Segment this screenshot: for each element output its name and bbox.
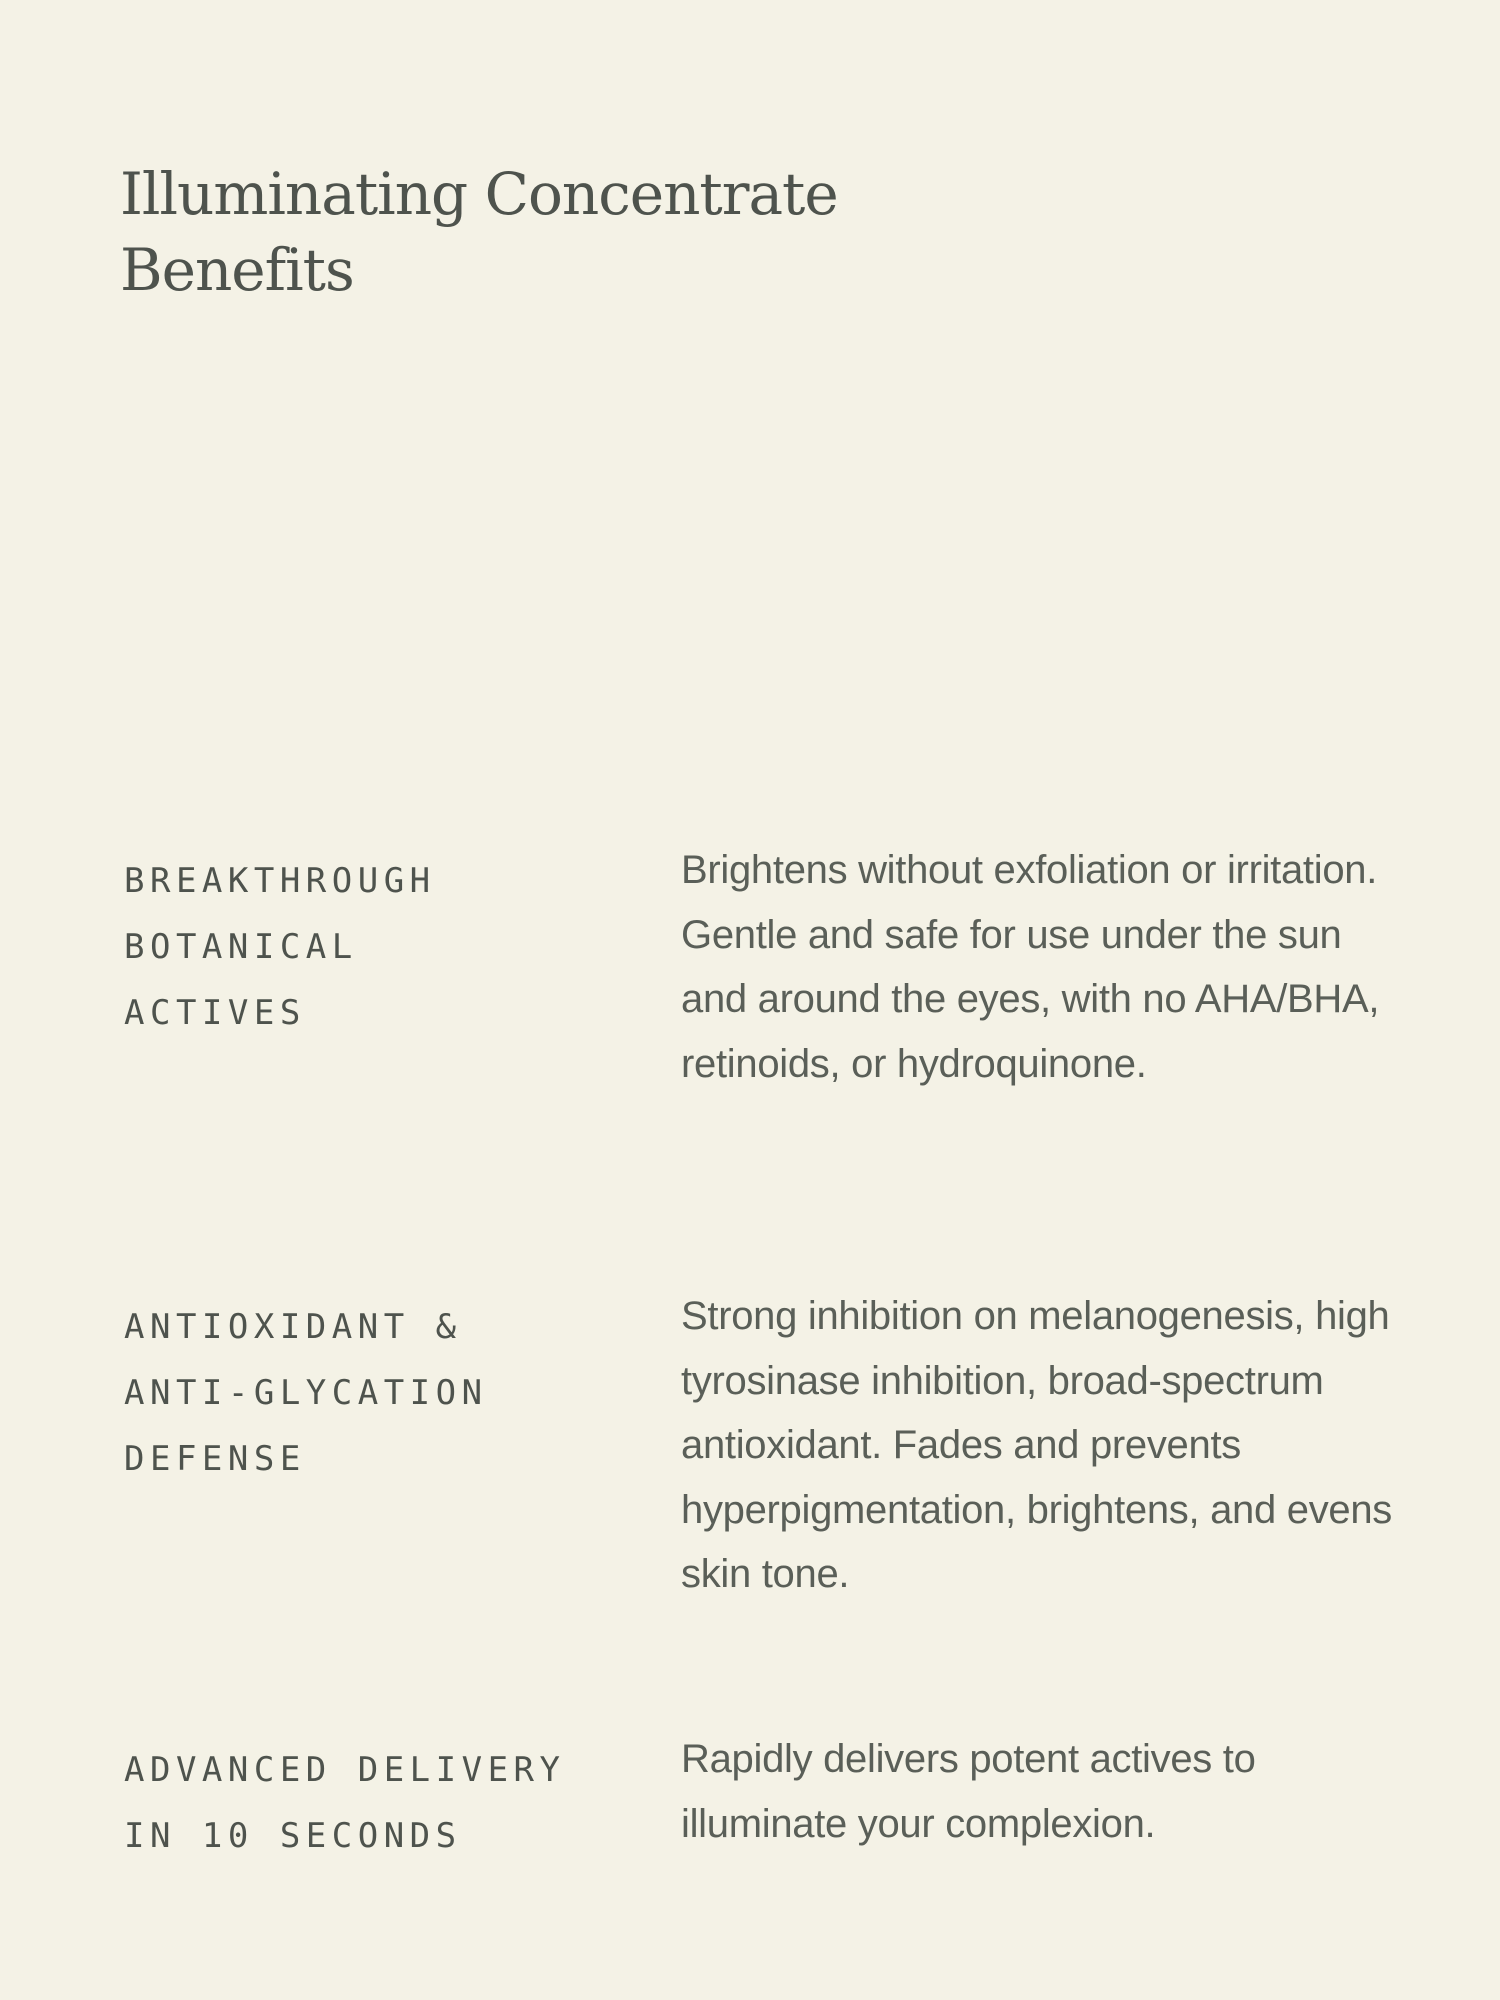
benefit-description: Rapidly delivers potent actives to illuminate your complexion. xyxy=(681,1737,1256,1846)
benefit-label: BREAKTHROUGH BOTANICAL ACTIVES xyxy=(124,861,436,1033)
page-title xyxy=(120,156,1020,308)
benefit-description: Brightens without exfoliation or irritation. Gentle and safe for use under the sun and around the eyes, with no AHA/BHA, retinoids, or hydroquinone. xyxy=(681,848,1380,1086)
page-title-line-1: Illuminating Concentrate xyxy=(120,160,838,228)
page-title-line-2: Benefits xyxy=(120,236,354,304)
benefit-description: Strong inhibition on melanogenesis, high tyrosinase inhibition, broad-spectrum antioxidant. Fades and prevents hyperpigmentation, brightens, and evens skin tone. xyxy=(681,1294,1392,1596)
benefit-label: ANTIOXIDANT & ANTI-GLYCATION DEFENSE xyxy=(124,1307,488,1479)
benefit-label: ADVANCED DELIVERY IN 10 SECONDS xyxy=(124,1750,566,1856)
